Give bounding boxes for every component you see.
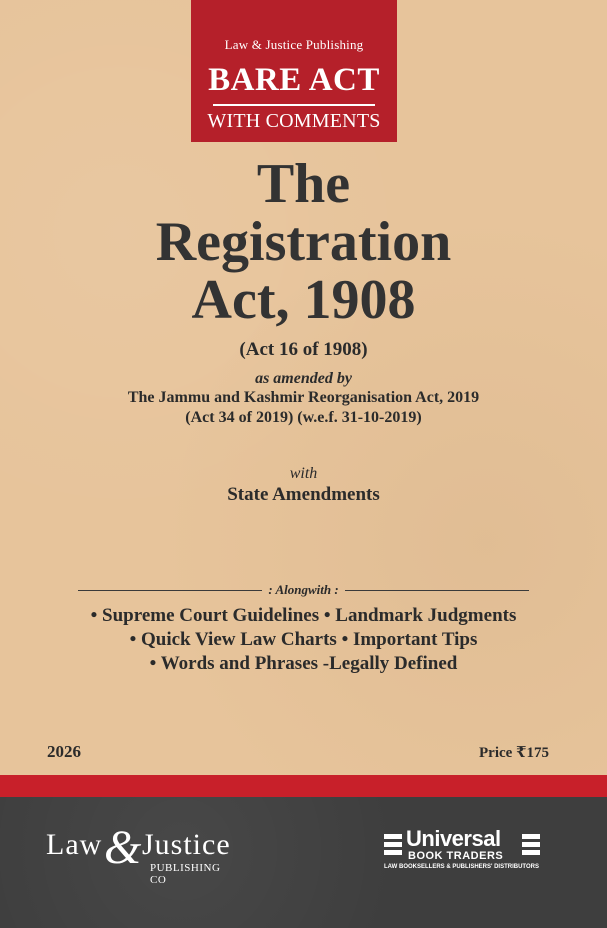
price: Price ₹175 [479, 745, 549, 761]
logo-distributors-tagline: LAW BOOKSELLERS & PUBLISHERS' DISTRIBUTORS [384, 864, 539, 870]
badge-title: BARE ACT [208, 62, 380, 98]
amendment-line-2: (Act 34 of 2019) (w.e.f. 31-10-2019) [185, 409, 422, 426]
red-band [0, 775, 607, 797]
badge-subtitle: WITH COMMENTS [207, 110, 381, 132]
state-amendments: State Amendments [227, 484, 380, 505]
law-justice-logo [46, 821, 236, 886]
logo-justice-text: Justice [142, 828, 231, 861]
amended-by-label: as amended by [255, 370, 352, 387]
feature-line-3: • Words and Phrases -Legally Defined [149, 653, 458, 674]
with-label: with [289, 465, 318, 482]
logo-book-traders-text: BOOK TRADERS [408, 850, 504, 862]
logo-bars-right-icon [522, 834, 540, 858]
title-line-1: The [256, 153, 351, 215]
logo-law-text: Law [46, 828, 103, 861]
logo-ampersand: & [104, 821, 142, 874]
logo-universal-text: Universal [406, 826, 501, 851]
title-line-3: Act, 1908 [191, 269, 416, 331]
divider-line-right [345, 590, 529, 591]
feature-line-1: • Supreme Court Guidelines • Landmark Judgments [90, 605, 517, 626]
divider-line-left [78, 590, 262, 591]
alongwith-label: : Alongwith : [268, 582, 339, 597]
amendment-line-1: The Jammu and Kashmir Reorganisation Act, 2019 [127, 389, 480, 406]
alongwith-divider [78, 580, 529, 600]
act-number: (Act 16 of 1908) [239, 339, 368, 360]
logo-bars-left-icon [384, 834, 402, 858]
title-line-2: Registration [155, 211, 452, 273]
edition-year: 2026 [47, 742, 81, 761]
badge-divider [213, 104, 375, 106]
universal-book-traders-logo [384, 826, 554, 886]
bare-act-badge [191, 0, 397, 142]
logo-publishing-co: PUBLISHING CO [150, 862, 221, 886]
feature-line-2: • Quick View Law Charts • Important Tips [129, 629, 478, 650]
badge-publisher: Law & Justice Publishing [224, 37, 364, 52]
